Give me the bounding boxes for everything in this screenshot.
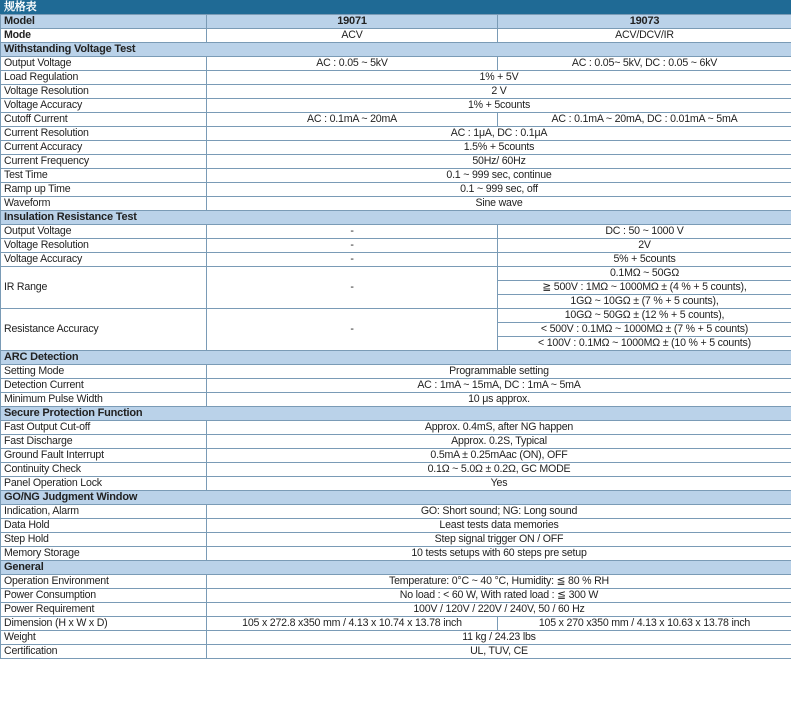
spec-row	[1, 505, 791, 519]
spec-value: 100V / 120V / 220V / 240V, 50 / 60 Hz	[207, 603, 791, 617]
spec-label: Voltage Accuracy	[1, 253, 207, 267]
spec-label: Voltage Resolution	[1, 239, 207, 253]
spec-label: Power Requirement	[1, 603, 207, 617]
model-header-row	[1, 15, 791, 29]
spec-label: Fast Discharge	[1, 435, 207, 449]
spec-label: Ramp up Time	[1, 183, 207, 197]
spec-row	[1, 141, 791, 155]
spec-label: Panel Operation Lock	[1, 477, 207, 491]
spec-value-19073-line: 10GΩ ~ 50GΩ ± (12 % + 5 counts),	[498, 309, 791, 323]
spec-label: Memory Storage	[1, 547, 207, 561]
spec-row	[1, 463, 791, 477]
spec-value: AC : 1mA ~ 15mA, DC : 1mA ~ 5mA	[207, 379, 791, 393]
spec-label: Current Frequency	[1, 155, 207, 169]
spec-value: 50Hz/ 60Hz	[207, 155, 791, 169]
model-19071: 19071	[207, 15, 498, 29]
spec-value: 1% + 5counts	[207, 99, 791, 113]
spec-value-19073: 2V	[498, 239, 791, 253]
section-header-withstanding	[1, 43, 791, 57]
spec-value-19073-line: ≧ 500V : 1MΩ ~ 1000MΩ ± (4 % + 5 counts),	[498, 281, 791, 295]
spec-value-19071: -	[207, 267, 498, 309]
spec-label: Power Consumption	[1, 589, 207, 603]
spec-row	[1, 365, 791, 379]
spec-value-19073-line: 0.1MΩ ~ 50GΩ	[498, 267, 791, 281]
spec-value-19071: AC : 0.05 ~ 5kV	[207, 57, 498, 71]
spec-value-19073: DC : 50 ~ 1000 V	[498, 225, 791, 239]
spec-row	[1, 253, 791, 267]
mode-label: Mode	[1, 29, 207, 43]
spec-row	[1, 533, 791, 547]
spec-value-19073: AC : 0.05~ 5kV, DC : 0.05 ~ 6kV	[498, 57, 791, 71]
spec-row	[1, 603, 791, 617]
section-header-arc	[1, 351, 791, 365]
spec-row	[1, 617, 791, 631]
section-title: General	[1, 561, 791, 575]
spec-value-19071: -	[207, 239, 498, 253]
mode-19073: ACV/DCV/IR	[498, 29, 791, 43]
spec-row	[1, 631, 791, 645]
spec-label: Dimension (H x W x D)	[1, 617, 207, 631]
spec-table-body	[1, 15, 791, 659]
spec-label: Ground Fault Interrupt	[1, 449, 207, 463]
section-title: ARC Detection	[1, 351, 791, 365]
spec-label: Setting Mode	[1, 365, 207, 379]
spec-row	[1, 449, 791, 463]
spec-label: Voltage Resolution	[1, 85, 207, 99]
spec-value-19073: 5% + 5counts	[498, 253, 791, 267]
spec-label: Operation Environment	[1, 575, 207, 589]
spec-row	[1, 155, 791, 169]
spec-row	[1, 197, 791, 211]
spec-row	[1, 71, 791, 85]
spec-label: Minimum Pulse Width	[1, 393, 207, 407]
mode-19071: ACV	[207, 29, 498, 43]
spec-value-19071: -	[207, 309, 498, 351]
spec-value: 10 tests setups with 60 steps pre setup	[207, 547, 791, 561]
spec-row	[1, 57, 791, 71]
mode-row	[1, 29, 791, 43]
section-header-gong	[1, 491, 791, 505]
spec-value-19071: -	[207, 253, 498, 267]
spec-row	[1, 183, 791, 197]
spec-value-19071: -	[207, 225, 498, 239]
model-19073: 19073	[498, 15, 791, 29]
spec-value: GO: Short sound; NG: Long sound	[207, 505, 791, 519]
spec-value: 0.1 ~ 999 sec, off	[207, 183, 791, 197]
spec-label: Step Hold	[1, 533, 207, 547]
spec-value: 11 kg / 24.23 lbs	[207, 631, 791, 645]
spec-value: Programmable setting	[207, 365, 791, 379]
spec-label: Test Time	[1, 169, 207, 183]
spec-row	[1, 225, 791, 239]
spec-label: Load Regulation	[1, 71, 207, 85]
spec-value: No load : < 60 W, With rated load : ≦ 300 W	[207, 589, 791, 603]
spec-value: UL, TUV, CE	[207, 645, 791, 659]
spec-value-19073-line: < 100V : 0.1MΩ ~ 1000MΩ ± (10 % + 5 counts)	[498, 337, 791, 351]
spec-value-19073: 105 x 270 x350 mm / 4.13 x 10.63 x 13.78 inch	[498, 617, 791, 631]
spec-label: Current Resolution	[1, 127, 207, 141]
spec-value-19071: AC : 0.1mA ~ 20mA	[207, 113, 498, 127]
spec-row	[1, 127, 791, 141]
section-title: Secure Protection Function	[1, 407, 791, 421]
spec-label: Output Voltage	[1, 57, 207, 71]
spec-value: Approx. 0.2S, Typical	[207, 435, 791, 449]
spec-label: Weight	[1, 631, 207, 645]
spec-label: Continuity Check	[1, 463, 207, 477]
model-label: Model	[1, 15, 207, 29]
spec-value: 0.5mA ± 0.25mAac (ON), OFF	[207, 449, 791, 463]
spec-label: Current Accuracy	[1, 141, 207, 155]
spec-label: Output Voltage	[1, 225, 207, 239]
section-title: Insulation Resistance Test	[1, 211, 791, 225]
spec-value: Yes	[207, 477, 791, 491]
spec-value-19073-line: < 500V : 0.1MΩ ~ 1000MΩ ± (7 % + 5 counts)	[498, 323, 791, 337]
spec-row	[1, 267, 791, 281]
spec-row	[1, 547, 791, 561]
spec-row	[1, 645, 791, 659]
spec-row	[1, 99, 791, 113]
spec-value: Approx. 0.4mS, after NG happen	[207, 421, 791, 435]
section-title: Withstanding Voltage Test	[1, 43, 791, 57]
spec-label: Voltage Accuracy	[1, 99, 207, 113]
spec-label: Detection Current	[1, 379, 207, 393]
spec-value: 1.5% + 5counts	[207, 141, 791, 155]
spec-table-title: 规格表	[0, 0, 791, 14]
spec-value-19071: 105 x 272.8 x350 mm / 4.13 x 10.74 x 13.78 inch	[207, 617, 498, 631]
spec-label: Fast Output Cut-off	[1, 421, 207, 435]
spec-row	[1, 239, 791, 253]
spec-value-19073: AC : 0.1mA ~ 20mA, DC : 0.01mA ~ 5mA	[498, 113, 791, 127]
spec-value: Sine wave	[207, 197, 791, 211]
section-header-general	[1, 561, 791, 575]
spec-label: Waveform	[1, 197, 207, 211]
spec-table	[0, 14, 791, 659]
spec-value: 1% + 5V	[207, 71, 791, 85]
spec-value: AC : 1μA, DC : 0.1μA	[207, 127, 791, 141]
spec-value: 2 V	[207, 85, 791, 99]
spec-value: 10 μs approx.	[207, 393, 791, 407]
spec-row	[1, 379, 791, 393]
spec-row	[1, 589, 791, 603]
section-header-protection	[1, 407, 791, 421]
spec-row	[1, 309, 791, 323]
spec-row	[1, 113, 791, 127]
spec-value: 0.1Ω ~ 5.0Ω ± 0.2Ω, GC MODE	[207, 463, 791, 477]
spec-label: IR Range	[1, 267, 207, 309]
spec-value: 0.1 ~ 999 sec, continue	[207, 169, 791, 183]
spec-value: Least tests data memories	[207, 519, 791, 533]
spec-row	[1, 393, 791, 407]
spec-label: Resistance Accuracy	[1, 309, 207, 351]
spec-label: Cutoff Current	[1, 113, 207, 127]
spec-row	[1, 169, 791, 183]
section-header-insulation	[1, 211, 791, 225]
spec-row	[1, 85, 791, 99]
section-title: GO/NG Judgment Window	[1, 491, 791, 505]
spec-row	[1, 421, 791, 435]
spec-value: Step signal trigger ON / OFF	[207, 533, 791, 547]
spec-label: Certification	[1, 645, 207, 659]
spec-label: Data Hold	[1, 519, 207, 533]
spec-row	[1, 575, 791, 589]
spec-value: Temperature: 0°C ~ 40 °C, Humidity: ≦ 80 % RH	[207, 575, 791, 589]
spec-row	[1, 519, 791, 533]
spec-value-19073-line: 1GΩ ~ 10GΩ ± (7 % + 5 counts),	[498, 295, 791, 309]
spec-row	[1, 435, 791, 449]
spec-label: Indication, Alarm	[1, 505, 207, 519]
spec-row	[1, 477, 791, 491]
